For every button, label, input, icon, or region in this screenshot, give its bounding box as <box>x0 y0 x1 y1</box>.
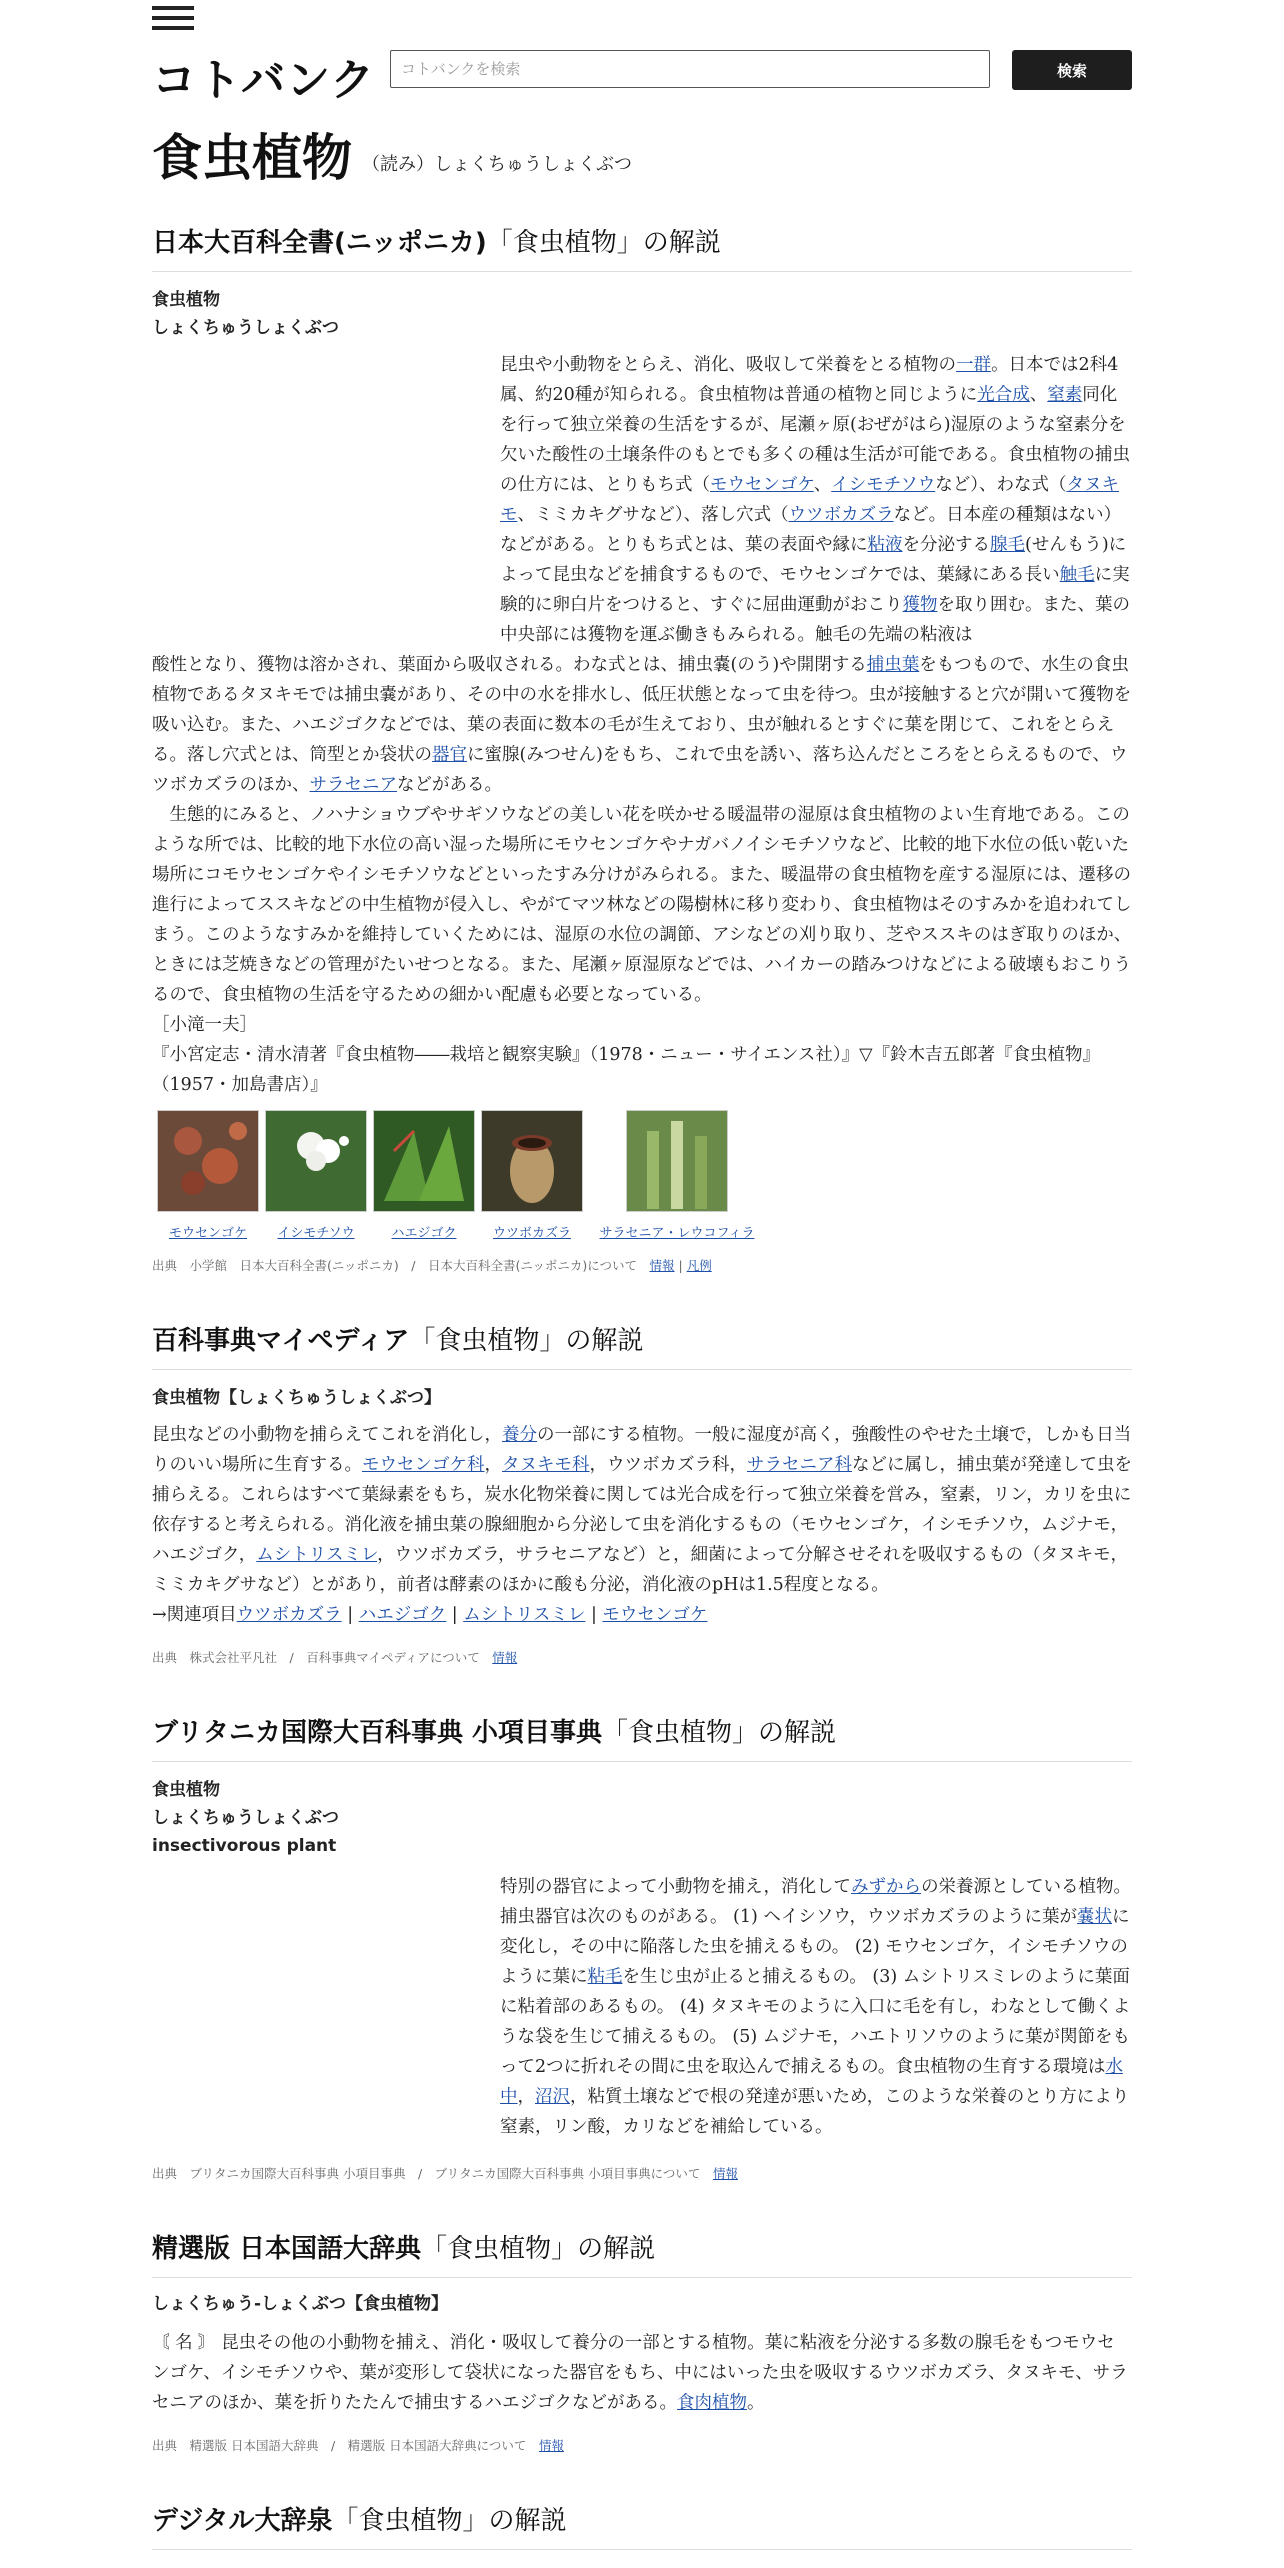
thumb-caption[interactable]: ハエジゴク <box>391 1226 457 1241</box>
section-heading-mypedia: 百科事典マイペディア「食虫植物」の解説 <box>152 1320 1132 1370</box>
source-line: 出典 株式会社平凡社 / 百科事典マイペディアについて 情報 <box>152 1650 518 1665</box>
link-fukurojou[interactable]: 嚢状 <box>1077 1907 1113 1927</box>
thumb-ishimochisou[interactable] <box>264 1110 368 1241</box>
legend-link[interactable]: 凡例 <box>686 1258 712 1273</box>
link-youbun[interactable]: 養分 <box>502 1425 537 1445</box>
info-link[interactable]: 情報 <box>712 2166 738 2181</box>
thumb-caption[interactable]: モウセンゴケ <box>168 1226 247 1241</box>
haejigoku-image[interactable] <box>373 1110 475 1212</box>
utsubokazura-image[interactable] <box>481 1110 583 1212</box>
source-line: 出典 小学館 日本大百科全書(ニッポニカ) / 日本大百科全書(ニッポニカ)について 情報 | 凡例 <box>152 1258 712 1273</box>
link-nenmou[interactable]: 粘毛 <box>587 1967 623 1987</box>
link-utsubokazura[interactable]: ウツボカズラ <box>788 505 894 525</box>
thumb-utsubokazura[interactable] <box>480 1110 584 1241</box>
section-heading-britannica: ブリタニカ国際大百科事典 小項目事典「食虫植物」の解説 <box>152 1712 1132 1762</box>
search-button[interactable]: 検索 <box>1012 50 1132 90</box>
menu-icon[interactable] <box>152 6 194 32</box>
link-kikan[interactable]: 器官 <box>432 745 467 765</box>
link-ichigun[interactable]: 一群 <box>956 355 992 375</box>
entry-reading: しょくちゅうしょくぶつ <box>152 318 339 338</box>
entry-author: ［小滝一夫］ <box>152 1015 257 1035</box>
link-hochuuyou[interactable]: 捕虫葉 <box>866 655 920 675</box>
link-mizukara[interactable]: みずから <box>851 1877 922 1897</box>
page-title: 食虫植物 <box>152 129 352 187</box>
link-mushitorisumire[interactable]: ムシトリスミレ <box>256 1545 378 1565</box>
thumbnail-strip <box>156 1110 776 1240</box>
link-senmou[interactable]: 腺毛 <box>990 535 1025 555</box>
link-chisso[interactable]: 窒素 <box>1047 385 1083 405</box>
thumb-mousengoke[interactable] <box>156 1110 260 1241</box>
entry-term: しょくちゅう-しょくぶつ【食虫植物】 <box>152 2294 449 2314</box>
source-line: 出典 ブリタニカ国際大百科事典 小項目事典 / ブリタニカ国際大百科事典 小項目事典について 情報 <box>152 2166 738 2181</box>
link-shokunikushokubutsu[interactable]: 食肉植物 <box>677 2393 747 2413</box>
page-reading: （読み）しょくちゅうしょくぶつ <box>362 154 632 175</box>
link-sarasenia-ka[interactable]: サラセニア科 <box>747 1455 852 1475</box>
mousengoke-image[interactable] <box>157 1110 259 1212</box>
sarasenia-image[interactable] <box>626 1110 728 1212</box>
source-line: 出典 精選版 日本国語大辞典 / 精選版 日本国語大辞典について 情報 <box>152 2438 564 2453</box>
search-input[interactable] <box>390 50 990 88</box>
link-tanukimo-ka[interactable]: タヌキモ科 <box>502 1455 590 1475</box>
entry-body-top: 昆虫や小動物をとらえ、消化、吸収して栄養をとる植物の一群。日本では2科4属、約20種が知られる。食虫植物は普通の植物と同じように光合成、窒素同化を行って独立栄養の生活をするが、尾瀬ヶ原(おぜがはら)湿原のような窒素分を欠いた酸性の土壌条件のもとでも多くの種は生活が可能である。食虫植物の捕虫の仕方には、とりもち式（モウセンゴケ、イシモチソウなど）、わな式（タヌキモ、ミミカキグサなど）、落し穴式（ウツボカズラなど。日本産の種類はない）などがある。とりもち式とは、葉の表面や縁に粘液を分泌する腺毛(せんもう)によって昆虫などを捕食するもので、モウセンゴケでは、葉縁にある長い触毛に実験的に卵白片をつけると、すぐに屈曲運動がおこり獲物を取り囲む。また、葉の中央部には獲物を運ぶ働きもみられる。触毛の先端の粘液は <box>500 355 1130 645</box>
link-mousengoke-ka[interactable]: モウセンゴケ科 <box>362 1455 485 1475</box>
entry-body-rest: 酸性となり、獲物は溶かされ、葉面から吸収される。わな式とは、捕虫嚢(のう)や開閉する捕虫葉をもつもので、水生の食虫植物であるタヌキモでは捕虫嚢があり、その中の水を排水し、低圧状態となって虫を待つ。虫が接触すると穴が開いて獲物を吸い込む。また、ハエジゴクなどでは、葉の表面に数本の毛が生えており、虫が触れるとすぐに葉を閉じて、これをとらえる。落し穴式とは、筒型とか袋状の器官に蜜腺(みつせん)をもち、これで虫を誘い、落ち込んだところをとらえるもので、ウツボカズラのほか、サラセニアなどがある。 生態的にみると、ノハナショウブやサギソウなどの美しい花を咲かせる暖温帯の湿原は食虫植物のよい生育地である。このような所では、比較的地下水位の高い湿った場所にモウセンゴケやナガバノイシモチソウなど、比較的地下水位の低い乾いた場所にコモウセンゴケやイシモチソウなどといったすみ分けがみられる。また、暖温帯の食虫植物を産する湿原には、遷移の進行によってススキなどの中生植物が侵入し、やがてマツ林などの陽樹林に移り変わり、食虫植物はそのすみかを追われてしまう。このようなすみかを維持していくためには、湿原の水位の調節、アシなどの刈り取り、芝やススキのはぎ取りのほか、ときには芝焼きなどの管理がたいせつとなる。また、尾瀬ヶ原湿原などでは、ハイカーの踏みつけなどによる破壊もおこりうるので、食虫植物の生活を守るための細かい配慮も必要となっている。 <box>152 655 1132 1005</box>
related-link[interactable]: ムシトリスミレ <box>463 1605 586 1625</box>
site-logo[interactable]: コトバンク <box>152 55 376 106</box>
entry-reading: しょくちゅうしょくぶつ <box>152 1808 339 1828</box>
entry-body: 〘 名 〙 昆虫その他の小動物を捕え、消化・吸収して養分の一部とする植物。葉に粘液を分泌する多数の腺毛をもつモウセンゴケ、イシモチソウや、葉が変形して袋状になった器官をもち、中にはいった虫を吸収するウツボカズラ、タヌキモ、サラセニアのほか、葉を折りたたんで捕虫するハエジゴクなどがある。食肉植物。 <box>152 2333 1128 2413</box>
link-neneki[interactable]: 粘液 <box>867 535 903 555</box>
thumb-caption[interactable]: イシモチソウ <box>277 1226 355 1241</box>
info-link[interactable]: 情報 <box>538 2438 564 2453</box>
section-heading-daijisen: デジタル大辞泉「食虫植物」の解説 <box>152 2500 1132 2550</box>
link-suichuu[interactable]: 水中 <box>500 2057 1123 2107</box>
entry-term: 食虫植物【しょくちゅうしょくぶつ】 <box>152 1388 441 1408</box>
section-heading-nipponica: 日本大百科全書(ニッポニカ)「食虫植物」の解説 <box>152 222 1132 272</box>
related-items: →関連項目ウツボカズラ | ハエジゴク | ムシトリスミレ | モウセンゴケ <box>152 1605 708 1625</box>
entry-body: 特別の器官によって小動物を捕え，消化してみずからの栄養源としている植物。捕虫器官は次のものがある。 (1) ヘイシソウ，ウツボカズラのように葉が嚢状に変化し，その中に陥落した虫を捕えるもの。 (2) モウセンゴケ，イシモチソウのように葉に粘毛を生じ虫が止ると捕えるもの。 (3) ムシトリスミレのように葉面に粘着部のあるもの。 (4) タヌキモのように入口に毛を有し，わなとして働くような袋を生じて捕えるもの。 (5) ムジナモ，ハエトリソウのように葉が関節をもって2つに折れその間に虫を取込んで捕えるもの。食虫植物の生育する環境は水中，沼沢，粘質土壌などで根の発達が悪いため，このような栄養のとり方により窒素，リン酸，カリなどを補給している。 <box>500 1877 1132 2137</box>
section-heading-nikkoku: 精選版 日本国語大辞典「食虫植物」の解説 <box>152 2228 1132 2278</box>
link-tanukimo[interactable]: タヌキモ <box>500 475 1119 525</box>
entry-english: insectivorous plant <box>152 1836 337 1856</box>
link-shokumou[interactable]: 触毛 <box>1059 565 1095 585</box>
link-ishimochisou[interactable]: イシモチソウ <box>831 475 936 495</box>
entry-references: 『小宮定志・清水清著『食虫植物――栽培と観察実験』（1978・ニュー・サイエンス社）』▽『鈴木吉五郎著『食虫植物』（1957・加島書店）』 <box>152 1045 1101 1095</box>
info-link[interactable]: 情報 <box>649 1258 675 1273</box>
entry-term: 食虫植物 <box>152 1780 220 1800</box>
info-link[interactable]: 情報 <box>492 1650 518 1665</box>
link-sarasenia[interactable]: サラセニア <box>309 775 397 795</box>
entry-body: 昆虫などの小動物を捕らえてこれを消化し，養分の一部にする植物。一般に湿度が高く，強酸性のやせた土壌で，しかも日当りのいい場所に生育する。モウセンゴケ科，タヌキモ科，ウツボカズラ科，サラセニア科などに属し，捕虫葉が発達して虫を捕らえる。これらはすべて葉緑素をもち，炭水化物栄養に関しては光合成を行って独立栄養を営み，窒素，リン，カリを虫に依存すると考えられる。消化液を捕虫葉の腺細胞から分泌して虫を消化するもの（モウセンゴケ，イシモチソウ，ムジナモ，ハエジゴク，ムシトリスミレ，ウツボカズラ，サラセニアなど）と，細菌によって分解させそれを吸収するもの（タヌキモ，ミミカキグサなど）とがあり，前者は酵素のほかに酸も分泌，消化液のpHは1.5程度となる。 <box>152 1425 1132 1595</box>
thumb-haejigoku[interactable] <box>372 1110 476 1241</box>
related-link[interactable]: ハエジゴク <box>358 1605 447 1625</box>
related-link[interactable]: ウツボカズラ <box>236 1605 342 1625</box>
thumb-sarasenia[interactable] <box>588 1110 766 1241</box>
related-link[interactable]: モウセンゴケ <box>602 1605 708 1625</box>
link-shoutaku[interactable]: 沼沢 <box>535 2087 570 2107</box>
entry-term: 食虫植物 <box>152 290 220 310</box>
link-mousengoke[interactable]: モウセンゴケ <box>710 475 814 495</box>
thumb-caption[interactable]: サラセニア・レウコフィラ <box>599 1226 755 1241</box>
link-emono[interactable]: 獲物 <box>902 595 938 615</box>
thumb-caption[interactable]: ウツボカズラ <box>492 1226 571 1241</box>
link-kougousei[interactable]: 光合成 <box>977 385 1030 405</box>
ishimochisou-image[interactable] <box>265 1110 367 1212</box>
